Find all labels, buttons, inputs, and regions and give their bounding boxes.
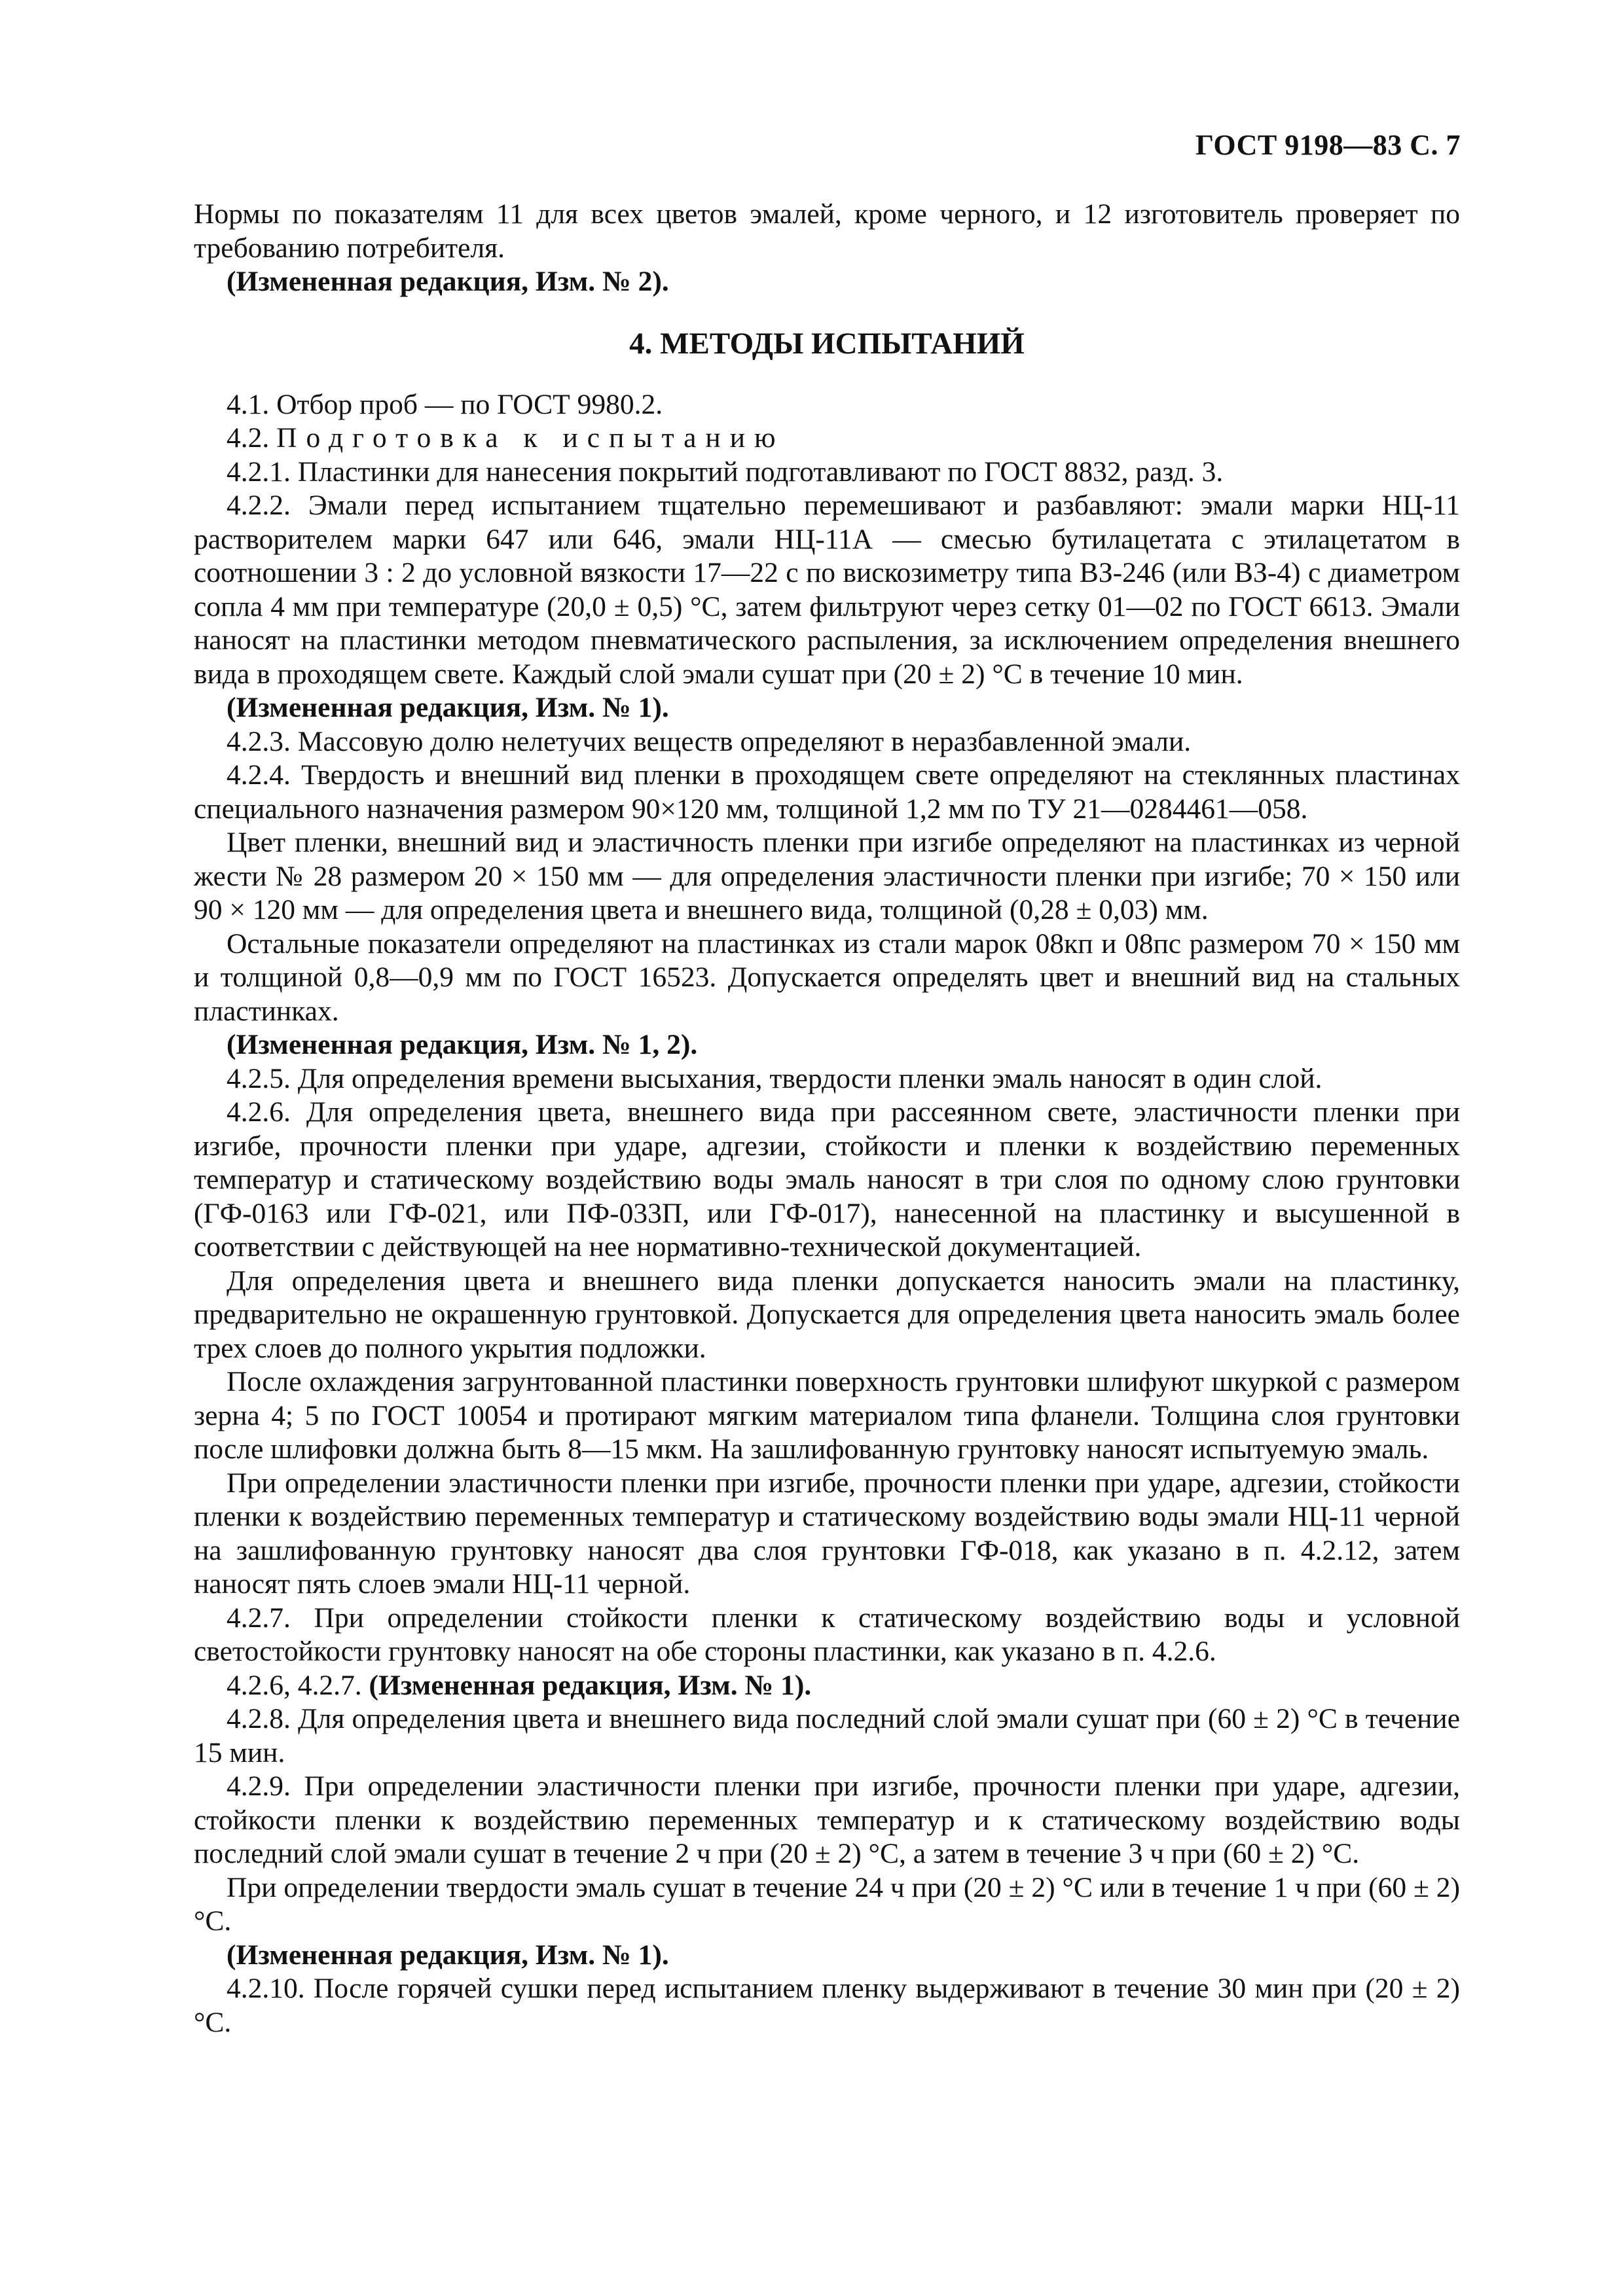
paragraph-4-2-9: 4.2.9. При определении эластичности пленки при изгибе, прочности пленки при ударе, адгезии, стойкости пленки к воздействию переменных температур и к статическому воздействию воды последний слой эмали сушат в течение 2 ч при (20 ± 2) °С, а затем в течение 3 ч при (60 ± 2) °С.: [194, 1770, 1460, 1869]
clause-number: 4.2.6, 4.2.7.: [227, 1669, 369, 1701]
amendment-note: (Измененная редакция, Изм. № 2).: [227, 266, 669, 297]
page-header: ГОСТ 9198—83 С. 7: [1195, 129, 1461, 161]
paragraph-4-2-2: 4.2.2. Эмали перед испытанием тщательно перемешивают и разбавляют: эмали марки НЦ-11 растворителем марки 647 или 646, эмали НЦ-11А — смесью бутилацетата с этилацетатом в соотношении 3 : 2 до условной вязкости 17—22 с по вискозиметру типа ВЗ-246 (или ВЗ-4) с диаметром сопла 4 мм при температуре (20,0 ± 0,5) °С, затем фильтруют через сетку 01—02 по ГОСТ 6613. Эмали наносят на пластинки методом пневматического распыления, за исключением определения внешнего вида в проходящем свете. Каждый слой эмали сушат при (20 ± 2) °С в течение 10 мин.: [194, 490, 1460, 690]
paragraph-4-2-4: 4.2.4. Твердость и внешний вид пленки в проходящем свете определяют на стеклянных пластинах специального назначения размером 90×120 мм, толщиной 1,2 мм по ТУ 21—0284461—058.: [194, 759, 1460, 825]
amendment-note: (Измененная редакция, Изм. № 1, 2).: [227, 1029, 698, 1060]
paragraph-4-1: 4.1. Отбор проб — по ГОСТ 9980.2.: [227, 388, 663, 420]
paragraph-4-2-10: 4.2.10. После горячей сушки перед испытанием пленку выдерживают в течение 30 мин при (20 ± 2) °С.: [194, 1973, 1460, 2038]
paragraph: Остальные показатели определяют на пластинках из стали марок 08кп и 08пс размером 70 × 150 мм и толщиной 0,8—0,9 мм по ГОСТ 16523. Допускается определять цвет и внешний вид на стальных пластинках.: [194, 927, 1460, 1027]
paragraph-4-2: [194, 422, 1460, 456]
paragraph: При определении эластичности пленки при изгибе, прочности пленки при ударе, адгезии, стойкости пленки к воздействию переменных температур и статическому воздействию воды эмали НЦ-11 черной на зашлифованную грунтовку наносят два слоя грунтовки ГФ-018, как указано в п. 4.2.12, затем наносят пять слоев эмали НЦ-11 черной.: [194, 1467, 1460, 1600]
paragraph: Цвет пленки, внешний вид и эластичность пленки при изгибе определяют на пластинках из черной жести № 28 размером 20 × 150 мм — для определения эластичности пленки при изгибе; 70 × 150 или 90 × 120 мм — для определения цвета и внешнего вида, толщиной (0,28 ± 0,03) мм.: [194, 827, 1460, 925]
amendment-note: (Измененная редакция, Изм. № 1).: [227, 692, 669, 723]
amendment-line: [194, 1669, 1460, 1703]
amendment-note: (Измененная редакция, Изм. № 1).: [369, 1669, 812, 1701]
document-body: [194, 198, 1460, 2039]
paragraph-4-2-8: 4.2.8. Для определения цвета и внешнего вида последний слой эмали сушат при (60 ± 2) °С в течение 15 мин.: [194, 1703, 1460, 1768]
amendment-note: (Измененная редакция, Изм. № 1).: [227, 1939, 669, 1971]
section-title: 4. МЕТОДЫ ИСПЫТАНИЙ: [629, 326, 1025, 361]
paragraph: Нормы по показателям 11 для всех цветов эмалей, кроме черного, и 12 изготовитель проверяет по требованию потребителя.: [194, 198, 1460, 264]
clause-number: 4.2.: [227, 422, 277, 454]
paragraph: После охлаждения загрунтованной пластинки поверхность грунтовки шлифуют шкуркой с размером зерна 4; 5 по ГОСТ 10054 и протирают мягким материалом типа фланели. Толщина слоя грунтовки после шлифовки должна быть 8—15 мкм. На зашлифованную грунтовку наносят испытуемую эмаль.: [194, 1366, 1460, 1465]
subsection-title: Подготовка к испытанию: [276, 422, 785, 454]
paragraph-4-2-7: 4.2.7. При определении стойкости пленки к статическому воздействию воды и условной светостойкости грунтовку наносят на обе стороны пластинки, как указано в п. 4.2.6.: [194, 1602, 1460, 1667]
paragraph: Для определения цвета и внешнего вида пленки допускается наносить эмали на пластинку, предварительно не окрашенную грунтовкой. Допускается для определения цвета наносить эмаль более трех слоев до полного укрытия подложки.: [194, 1265, 1460, 1364]
paragraph-4-2-6: 4.2.6. Для определения цвета, внешнего вида при рассеянном свете, эластичности пленки при изгибе, прочности пленки при ударе, адгезии, стойкости и пленки к воздействию переменных температур и статическому воздействию воды эмаль наносят в три слоя по одному слою грунтовки (ГФ-0163 или ГФ-021, или ПФ-033П, или ГФ-017), нанесенной на пластинку и высушенной в соответствии с действующей на нее нормативно-технической документацией.: [194, 1096, 1460, 1263]
paragraph-4-2-5: 4.2.5. Для определения времени высыхания, твердости пленки эмаль наносят в один слой.: [227, 1062, 1322, 1094]
paragraph-4-2-1: 4.2.1. Пластинки для нанесения покрытий подготавливают по ГОСТ 8832, разд. 3.: [227, 456, 1224, 488]
paragraph: При определении твердости эмаль сушат в течение 24 ч при (20 ± 2) °С или в течение 1 ч при (60 ± 2) °С.: [194, 1871, 1460, 1937]
paragraph-4-2-3: 4.2.3. Массовую долю нелетучих веществ определяют в неразбавленной эмали.: [227, 725, 1192, 757]
